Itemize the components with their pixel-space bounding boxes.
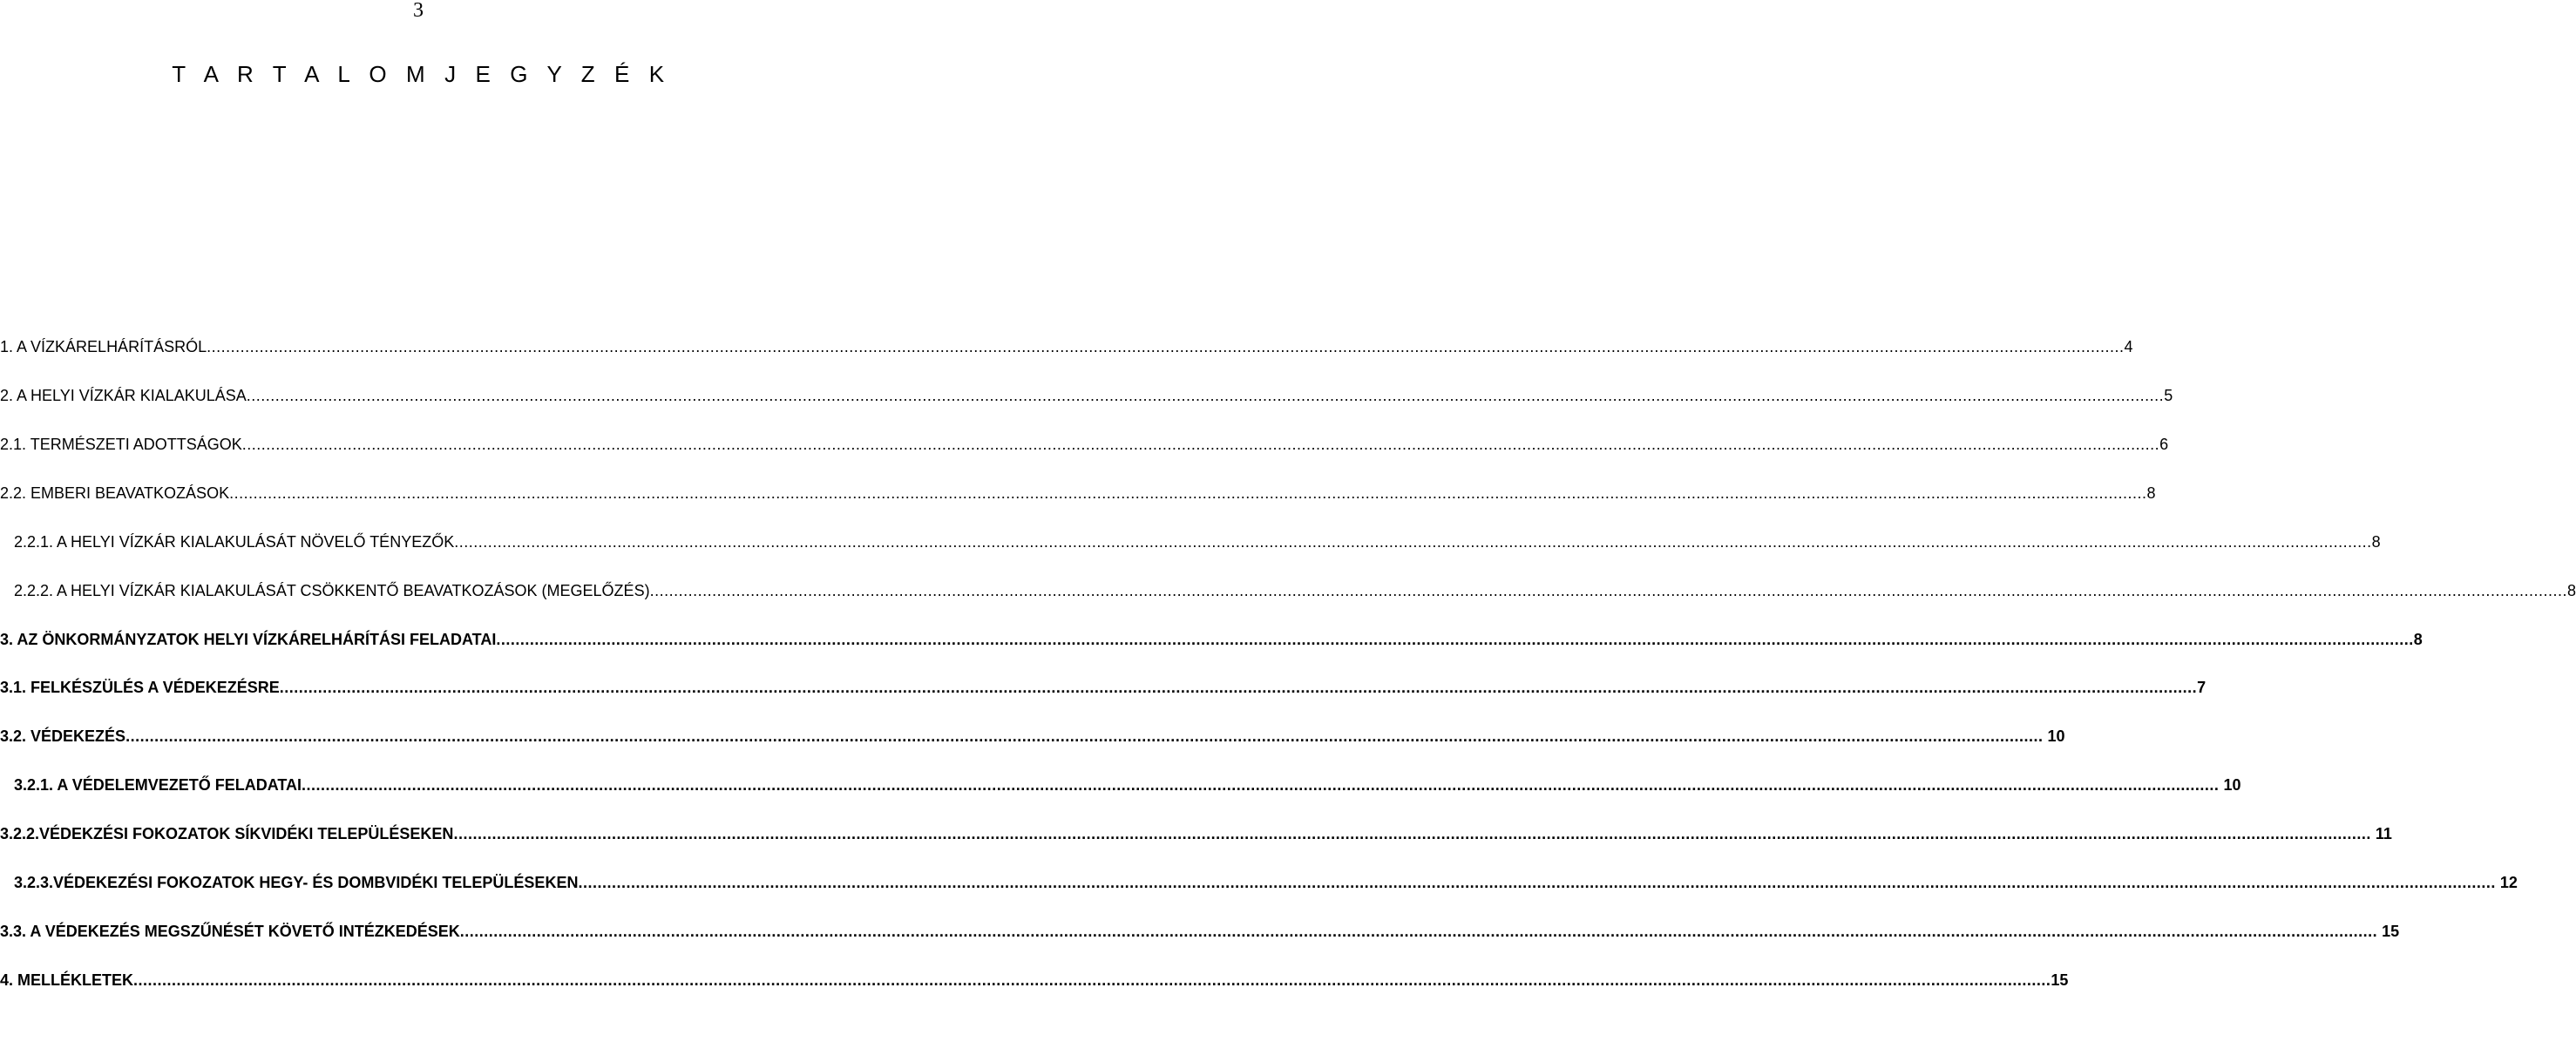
dot-leader: ................................................................................................................................................................................................................................................................................................................................................................................................................ xyxy=(241,436,2160,453)
toc-entry-page: 4 xyxy=(2124,338,2133,355)
toc-entry[interactable] xyxy=(0,727,2065,746)
dot-leader: ................................................................................................................................................................................................................................................................................................................................................................................................................ xyxy=(207,338,2125,355)
toc-entry-page: 10 xyxy=(2219,776,2241,794)
toc-entry-page: 7 xyxy=(2197,679,2207,696)
toc-entry-label: 3.2.2.VÉDEKZÉSI FOKOZATOK SÍKVIDÉKI TELEPÜLÉSEKEN xyxy=(0,825,454,842)
dot-leader: ................................................................................................................................................................................................................................................................................................................................................................................................................ xyxy=(459,923,2378,940)
toc-entry-label: 3.2.1. A VÉDELEMVEZETŐ FELADATAI xyxy=(14,776,302,794)
toc-entry-label: 3.2.3.VÉDEKEZÉSI FOKOZATOK HEGY- ÉS DOMBVIDÉKI TELEPÜLÉSEKEN xyxy=(14,874,579,891)
toc-entry[interactable] xyxy=(0,386,2173,405)
toc-entry-label: 1. A VÍZKÁRELHÁRÍTÁSRÓL xyxy=(0,338,207,355)
toc-entry-label: 3.1. FELKÉSZÜLÉS A VÉDEKEZÉSRE xyxy=(0,679,280,696)
toc-entry[interactable] xyxy=(0,824,2392,843)
toc-entry[interactable] xyxy=(0,678,2207,697)
dot-leader: ................................................................................................................................................................................................................................................................................................................................................................................................................ xyxy=(246,387,2165,404)
toc-entry[interactable] xyxy=(0,971,2069,990)
dot-leader: ................................................................................................................................................................................................................................................................................................................................................................................................................ xyxy=(133,971,2051,989)
toc-entry-label: 2. A HELYI VÍZKÁR KIALAKULÁSA xyxy=(0,387,247,404)
toc-entry-page: 8 xyxy=(2146,484,2156,502)
toc-entry-label: 2.1. TERMÉSZETI ADOTTSÁGOK xyxy=(0,436,242,453)
toc-entry-label: 3.2. VÉDEKEZÉS xyxy=(0,727,126,745)
dot-leader: ................................................................................................................................................................................................................................................................................................................................................................................................................ xyxy=(496,631,2414,648)
dot-leader: ................................................................................................................................................................................................................................................................................................................................................................................................................ xyxy=(578,874,2496,891)
toc-entry-page: 8 xyxy=(2566,582,2576,599)
toc-entry[interactable] xyxy=(0,922,2400,941)
toc-entry[interactable] xyxy=(14,581,2576,600)
toc-entry[interactable] xyxy=(0,630,2423,649)
dot-leader: ................................................................................................................................................................................................................................................................................................................................................................................................................ xyxy=(453,825,2371,842)
toc-entry-label: 4. MELLÉKLETEK xyxy=(0,971,134,989)
toc-entry-label: 3.3. A VÉDEKEZÉS MEGSZŰNÉSÉT KÖVETŐ INTÉZKEDÉSEK xyxy=(0,923,460,940)
toc-entry-page: 15 xyxy=(2377,923,2400,940)
toc-entry[interactable] xyxy=(0,337,2133,356)
toc-entry-page: 8 xyxy=(2371,533,2381,551)
dot-leader: ................................................................................................................................................................................................................................................................................................................................................................................................................ xyxy=(229,484,2147,502)
dot-leader: ................................................................................................................................................................................................................................................................................................................................................................................................................ xyxy=(649,582,2567,599)
toc-entry-label: 2.2.2. A HELYI VÍZKÁR KIALAKULÁSÁT CSÖKKENTŐ BEAVATKOZÁSOK (MEGELŐZÉS) xyxy=(14,582,650,599)
toc-entry[interactable] xyxy=(14,873,2518,892)
toc-entry-page: 11 xyxy=(2370,825,2392,842)
toc-entry[interactable] xyxy=(14,775,2241,795)
toc-entry-label: 3. AZ ÖNKORMÁNYZATOK HELYI VÍZKÁRELHÁRÍTÁSI FELADATAI xyxy=(0,631,497,648)
dot-leader: ................................................................................................................................................................................................................................................................................................................................................................................................................ xyxy=(454,533,2372,551)
dot-leader: ................................................................................................................................................................................................................................................................................................................................................................................................................ xyxy=(302,776,2220,794)
toc-entry-page: 6 xyxy=(2159,436,2169,453)
toc-entry-label: 2.2. EMBERI BEAVATKOZÁSOK xyxy=(0,484,230,502)
toc-entry-page: 12 xyxy=(2495,874,2518,891)
toc-entry-page: 8 xyxy=(2413,631,2423,648)
dot-leader: ................................................................................................................................................................................................................................................................................................................................................................................................................ xyxy=(125,727,2044,745)
toc-entry[interactable] xyxy=(0,435,2169,454)
toc-entry-page: 15 xyxy=(2051,971,2069,989)
toc-entry[interactable] xyxy=(14,532,2381,551)
toc-title: T A R T A L O M J E G Y Z É K xyxy=(172,61,671,87)
toc-entry[interactable] xyxy=(0,484,2156,503)
toc-entry-page: 5 xyxy=(2164,387,2173,404)
dot-leader: ................................................................................................................................................................................................................................................................................................................................................................................................................ xyxy=(279,679,2198,696)
page-number: 3 xyxy=(413,0,424,22)
toc-entry-page: 10 xyxy=(2043,727,2065,745)
toc-entry-label: 2.2.1. A HELYI VÍZKÁR KIALAKULÁSÁT NÖVELŐ TÉNYEZŐK xyxy=(14,533,455,551)
